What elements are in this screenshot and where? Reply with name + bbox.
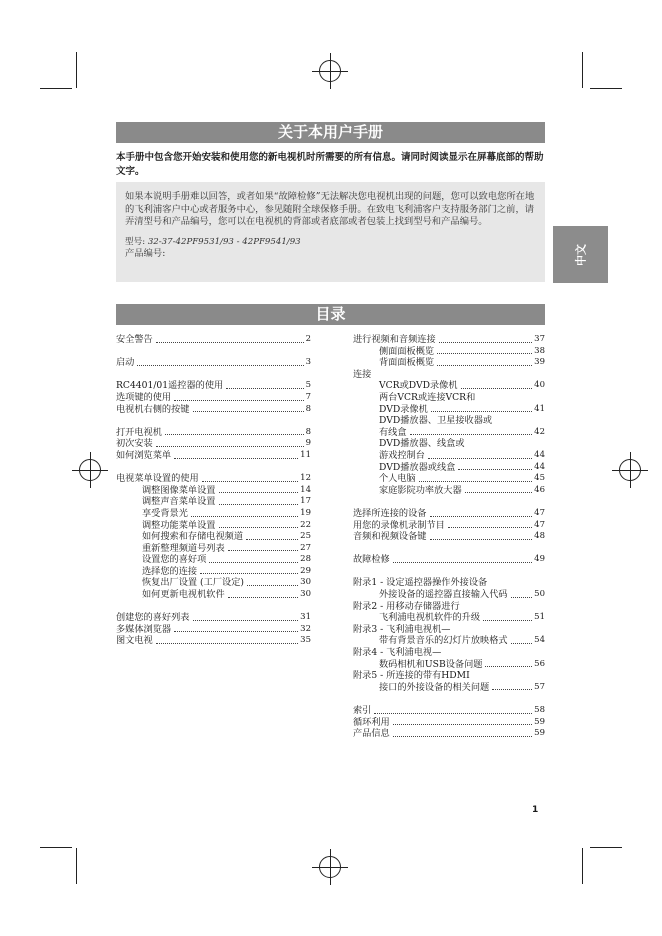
toc-entry-page: 29 [300, 565, 311, 576]
toc-entry[interactable] [116, 380, 311, 392]
page-number: 1 [532, 805, 539, 815]
toc-entry-title: 创建您的喜好列表 [116, 612, 190, 624]
model-label: 型号: [125, 236, 148, 247]
toc-entry[interactable] [116, 392, 311, 404]
toc-leader-dots [374, 713, 532, 714]
toc-leader-dots [228, 597, 298, 598]
toc-entry[interactable] [116, 543, 311, 555]
toc-entry-page: 47 [534, 507, 545, 518]
toc-entry[interactable] [353, 601, 545, 613]
toc-entry-title: 重新整理频道号列表 [142, 542, 225, 554]
toc-entry-page: 8 [305, 403, 311, 414]
toc-entry-page: 51 [534, 612, 545, 623]
toc-entry-title: 附录5 - 所连接的带有HDMI [353, 670, 470, 682]
intro-text: 本手册中包含您开始安装和使用您的新电视机时所需要的所有信息。请同时阅读显示在屏幕底部的帮助文字。 [116, 152, 544, 177]
toc-spacer [116, 369, 311, 381]
toc-entry-title: 进行视频和音频连接 [353, 334, 436, 345]
toc-entry[interactable] [353, 670, 545, 682]
toc-leader-dots [174, 400, 303, 401]
toc-entry-page: 50 [534, 589, 545, 600]
toc-entry[interactable] [353, 705, 545, 717]
toc-entry-page: 44 [534, 449, 545, 460]
toc-leader-dots [511, 597, 533, 598]
toc-entry[interactable] [353, 717, 545, 729]
toc-leader-dots [246, 539, 298, 540]
toc-leader-dots [191, 516, 298, 517]
crop-mark [76, 52, 77, 88]
toc-entry-title: 设置您的喜好项 [142, 554, 207, 566]
toc-entry-title: 用您的录像机录制节目 [353, 519, 445, 531]
toc-entry-page: 30 [300, 577, 311, 588]
toc-entry-page: 27 [300, 542, 311, 553]
toc-entry-page: 49 [534, 554, 545, 565]
toc-entry-page: 3 [305, 357, 311, 368]
toc-entry[interactable] [353, 728, 545, 740]
toc-leader-dots [430, 539, 533, 540]
toc-entry[interactable] [353, 438, 545, 450]
toc-entry-page: 7 [305, 391, 311, 402]
toc-entry[interactable] [353, 346, 545, 358]
toc-leader-dots [485, 666, 532, 667]
toc-entry-page: 31 [300, 612, 311, 623]
toc-leader-dots [156, 342, 304, 343]
toc-entry-page: 48 [534, 531, 545, 542]
toc-entry-title: 选项键的使用 [116, 391, 172, 403]
toc-entry[interactable] [353, 380, 545, 392]
toc-entry-title: 如何浏览菜单 [116, 449, 172, 461]
toc-entry-title: 音频和视频设备键 [353, 531, 427, 543]
toc-entry-title: VCR或DVD录像机 [379, 380, 458, 392]
toc-entry-page: 32 [300, 623, 311, 634]
toc-entry-page: 54 [534, 635, 545, 646]
toc-entry[interactable] [353, 577, 545, 589]
toc-entry[interactable] [353, 682, 545, 694]
toc-entry[interactable] [353, 462, 545, 474]
toc-entry-title: 接口的外接设备的相关问题 [379, 681, 490, 693]
toc-leader-dots [174, 458, 298, 459]
toc-entry[interactable] [116, 496, 311, 508]
toc-entry-title: 数码相机和USB设备问题 [379, 658, 483, 670]
toc-entry-page: 14 [300, 484, 311, 495]
toc-entry-page: 44 [534, 461, 545, 472]
toc-entry[interactable] [116, 624, 311, 636]
toc-entry-title: 调整功能菜单设置 [142, 519, 216, 531]
toc-leader-dots [200, 573, 298, 574]
toc-entry[interactable] [353, 485, 545, 497]
toc-entry-title: RC4401/01遥控器的使用 [116, 380, 224, 392]
toc-entry-title: 初次安装 [116, 438, 153, 450]
toc-leader-dots [165, 434, 304, 435]
toc-leader-dots [430, 516, 533, 517]
toc-leader-dots [419, 481, 532, 482]
toc-entry[interactable] [353, 508, 545, 520]
toc-right-column [353, 334, 545, 740]
section-title-about: 关于本用户手册 [116, 122, 545, 143]
crop-mark [590, 88, 622, 89]
toc-leader-dots [219, 527, 299, 528]
toc-entry[interactable] [353, 624, 545, 636]
toc-leader-dots [393, 562, 532, 563]
crop-mark [40, 88, 72, 89]
toc-leader-dots [437, 353, 532, 354]
toc-entry-page: 28 [300, 554, 311, 565]
crop-mark [40, 847, 72, 848]
toc-entry[interactable] [353, 647, 545, 659]
toc-spacer [353, 693, 545, 705]
toc-entry[interactable] [116, 635, 311, 647]
toc-entry-title: 图文电视 [116, 635, 153, 647]
toc-entry[interactable] [353, 635, 545, 647]
toc-entry-title: 侧面面板概览 [379, 345, 435, 357]
model-value: 32-37-42PF9531/93 - 42PF9541/93 [147, 236, 301, 247]
toc-entry[interactable] [116, 589, 311, 601]
toc-entry-title: 连接 [353, 368, 372, 380]
toc-entry-title: 附录2 - 用移动存储器进行 [353, 600, 460, 612]
toc-entry-title: 附录3 - 飞利浦电视机— [353, 623, 451, 635]
toc-entry-title: 享受背景光 [142, 507, 188, 519]
toc-entry-page: 41 [534, 403, 545, 414]
toc-entry[interactable] [353, 531, 545, 543]
toc-entry-title: 故障检修 [353, 554, 390, 566]
toc-entry-title: 选择所连接的设备 [353, 507, 427, 519]
section-title-contents: 目录 [116, 304, 545, 325]
toc-entry-page: 9 [305, 438, 311, 449]
crop-mark [582, 848, 583, 884]
toc-entry-page: 37 [534, 334, 545, 344]
toc-leader-dots [465, 492, 532, 493]
toc-entry-title: DVD播放器、卫星接收器或 [379, 415, 493, 427]
toc-entry-title: 外接设备的遥控器直接输入代码 [379, 589, 508, 601]
toc-entry-page: 56 [534, 658, 545, 669]
toc-entry[interactable] [353, 450, 545, 462]
toc-leader-dots [511, 643, 533, 644]
toc-leader-dots [410, 434, 533, 435]
toc-entry-title: 如何搜索和存储电视频道 [142, 531, 244, 543]
toc-leader-dots [174, 631, 298, 632]
toc-leader-dots [193, 411, 304, 412]
toc-entry[interactable] [116, 450, 311, 462]
toc-entry[interactable] [116, 520, 311, 532]
serial-label: 产品编号: [125, 248, 166, 260]
toc-leader-dots [448, 527, 532, 528]
toc-entry-page: 39 [534, 357, 545, 368]
toc-entry-title: 电视机右侧的按键 [116, 403, 190, 415]
toc-entry[interactable] [116, 508, 311, 520]
toc-leader-dots [193, 620, 299, 621]
toc-spacer [353, 496, 545, 508]
toc-entry[interactable] [353, 659, 545, 671]
toc-entry-title: 选择您的连接 [142, 565, 198, 577]
toc-entry-title: 调整声音菜单设置 [142, 496, 216, 508]
toc-entry[interactable] [353, 357, 545, 369]
toc-entry-title: 索引 [353, 705, 372, 716]
toc-leader-dots [156, 446, 304, 447]
toc-leader-dots [209, 562, 298, 563]
toc-entry-page: 35 [300, 635, 311, 646]
registration-mark-icon [319, 60, 341, 82]
toc-entry[interactable] [116, 531, 311, 543]
toc-leader-dots [247, 585, 298, 586]
toc-entry[interactable] [116, 427, 311, 439]
toc-entry-page: 30 [300, 589, 311, 600]
toc-entry-title: 启动 [116, 357, 135, 369]
toc-entry[interactable] [116, 473, 311, 485]
toc-entry-page: 46 [534, 484, 545, 495]
toc-leader-dots [461, 388, 533, 389]
toc-entry-title: 游戏控制台 [379, 449, 425, 461]
toc-entry-page: 47 [534, 519, 545, 530]
toc-entry-page: 17 [300, 496, 311, 507]
toc-entry[interactable] [353, 554, 545, 566]
registration-mark-icon [619, 459, 641, 481]
toc-entry-title: 附录4 - 飞利浦电视— [353, 647, 442, 659]
toc-entry[interactable] [353, 404, 545, 416]
help-note-box [116, 182, 545, 282]
toc-leader-dots [439, 342, 532, 343]
toc-leader-dots [393, 724, 532, 725]
toc-entry-title: 飞利浦电视机软件的升级 [379, 612, 481, 624]
toc-entry-page: 19 [300, 507, 311, 518]
language-tab [553, 226, 608, 283]
crop-mark [582, 52, 583, 88]
toc-entry-title: 两台VCR或连接VCR和 [379, 391, 476, 403]
toc-entry-page: 59 [534, 728, 545, 739]
toc-entry-title: DVD播放器或线盒 [379, 461, 456, 473]
toc-spacer [116, 346, 311, 358]
toc-entry-page: 5 [305, 380, 311, 391]
toc-entry-page: 8 [305, 426, 311, 437]
toc-entry[interactable] [353, 334, 545, 346]
toc-leader-dots [458, 469, 532, 470]
toc-entry[interactable] [116, 334, 311, 346]
toc-entry-title: 打开电视机 [116, 426, 162, 438]
toc-entry-page: 58 [534, 705, 545, 715]
toc-entry[interactable] [353, 415, 545, 427]
toc-entry[interactable] [353, 520, 545, 532]
toc-entry-page: 25 [300, 531, 311, 542]
toc-entry-page: 12 [300, 473, 311, 484]
help-note-text: 如果本说明手册难以回答，或者如果“故障检修”无法解决您电视机出现的问题，您可以致电您所在地的飞利浦客户中心或者服务中心，参见随附全球保修手册。在致电飞利浦客户支持服务部门之前，请弄清型号和产品编号，您可以在电视机的背部或者底部或者包装上找到型号和产品编号。 [125, 191, 535, 228]
crop-mark [590, 847, 622, 848]
toc-entry-title: 安全警告 [116, 334, 153, 345]
toc-entry[interactable] [116, 404, 311, 416]
toc-left-column [116, 334, 311, 647]
toc-entry[interactable] [116, 612, 311, 624]
toc-leader-dots [228, 550, 298, 551]
toc-entry[interactable] [116, 554, 311, 566]
toc-entry-title: 电视菜单设置的使用 [116, 473, 199, 485]
toc-entry[interactable] [116, 577, 311, 589]
toc-entry-page: 45 [534, 473, 545, 484]
toc-leader-dots [137, 365, 303, 366]
toc-leader-dots [393, 736, 532, 737]
toc-leader-dots [428, 458, 532, 459]
toc-entry-page: 42 [534, 426, 545, 437]
toc-entry[interactable] [353, 612, 545, 624]
toc-entry-page: 22 [300, 519, 311, 530]
toc-entry-title: 多媒体浏览器 [116, 623, 172, 635]
toc-leader-dots [202, 481, 298, 482]
toc-entry-page: 59 [534, 716, 545, 727]
toc-leader-dots [492, 689, 532, 690]
toc-entry-page: 38 [534, 345, 545, 356]
toc-entry[interactable] [116, 438, 311, 450]
toc-entry-title: 有线盒 [379, 426, 407, 438]
toc-leader-dots [226, 388, 303, 389]
registration-mark-icon [79, 459, 101, 481]
toc-entry[interactable] [353, 392, 545, 404]
toc-entry-title: 产品信息 [353, 728, 390, 740]
model-line [125, 236, 537, 249]
language-tab-label: 中文 [574, 244, 588, 266]
toc-entry-title: 循环利用 [353, 716, 390, 728]
toc-entry-title: 背面面板概览 [379, 357, 435, 369]
toc-entry[interactable] [353, 589, 545, 601]
toc-entry-title: 调整图像菜单设置 [142, 484, 216, 496]
toc-entry-title: DVD录像机 [379, 403, 428, 415]
toc-spacer [116, 415, 311, 427]
toc-leader-dots [219, 504, 299, 505]
toc-entry-title: 个人电脑 [379, 473, 416, 485]
toc-spacer [353, 566, 545, 578]
registration-mark-icon [319, 856, 341, 878]
toc-entry-title: DVD播放器、线盒或 [379, 438, 465, 450]
toc-leader-dots [431, 411, 532, 412]
toc-entry[interactable] [353, 369, 545, 381]
toc-leader-dots [156, 643, 298, 644]
toc-entry[interactable] [116, 485, 311, 497]
toc-entry[interactable] [353, 427, 545, 439]
toc-spacer [116, 601, 311, 613]
crop-mark [76, 848, 77, 884]
toc-entry-title: 家庭影院功率放大器 [379, 484, 462, 496]
toc-entry-page: 11 [300, 449, 311, 460]
toc-entry-title: 附录1 - 设定遥控器操作外接设备 [353, 577, 488, 589]
toc-spacer [353, 543, 545, 555]
toc-entry[interactable] [116, 566, 311, 578]
toc-entry[interactable] [116, 357, 311, 369]
toc-entry-title: 带有背景音乐的幻灯片放映格式 [379, 635, 508, 647]
toc-entry-page: 2 [305, 334, 311, 344]
toc-entry[interactable] [353, 473, 545, 485]
toc-leader-dots [219, 492, 299, 493]
toc-entry-page: 57 [534, 681, 545, 692]
toc-entry-title: 恢复出厂设置 (工厂设定) [142, 577, 244, 589]
toc-leader-dots [483, 620, 532, 621]
toc-leader-dots [437, 365, 532, 366]
toc-entry-title: 如何更新电视机软件 [142, 589, 225, 601]
toc-spacer [116, 462, 311, 474]
toc-entry-page: 40 [534, 380, 545, 391]
